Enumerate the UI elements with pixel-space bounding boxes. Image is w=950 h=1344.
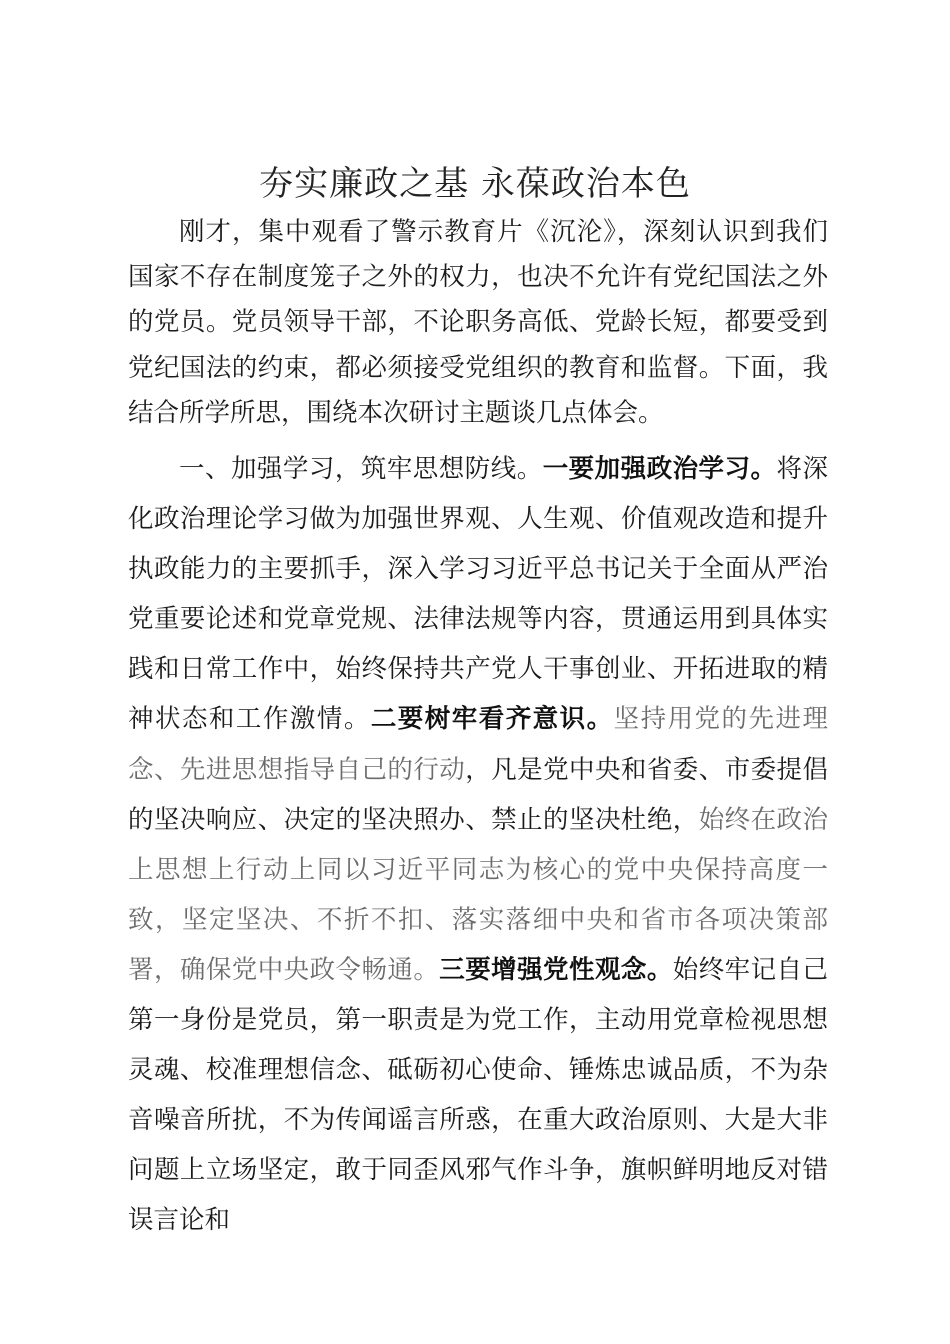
point-one-title: 一要加强政治学习。 xyxy=(542,454,777,485)
point-two-text-dark: ，凡是党中央和省委、市委提倡的坚决响应、决定的坚决照办、禁止的坚决杜绝， xyxy=(128,754,828,835)
point-three-text: 始终牢记自己第一身份是党员，第一职责是为党工作，主动用党章检视思想灵魂、校准理想信念、砥砺初心使命、锤炼忠诚品质，不为杂音噪音所扰，不为传闻谣言所惑，在重大政治原则、大是大非问题上立场坚定，敢于同歪风邪气作斗争，旗帜鲜明地反对错误言论和 xyxy=(128,954,828,1236)
section-one-paragraph xyxy=(128,444,828,1246)
section-one-heading: 一、加强学习，筑牢思想防线。 xyxy=(179,454,543,485)
point-two-title: 二要树牢看齐意识。 xyxy=(370,704,614,735)
intro-paragraph: 刚才，集中观看了警示教育片《沉沦》，深刻认识到我们国家不存在制度笼子之外的权力，也决不允许有党纪国法之外的党员。党员领导干部，不论职务高低、党龄长短，都要受到党纪国法的约束，都必须接受党组织的教育和监督。下面，我结合所学所思，围绕本次研讨主题谈几点体会。 xyxy=(128,217,828,428)
point-two-text-gray-1: 坚持用党的先进理念、先进思想指导自己的行动 xyxy=(128,704,828,785)
point-two-text-gray-2: 始终在政治上思想上行动上同以习近平同志为核心的党中央保持高度一致，坚定坚决、不折不扣、落实落细中央和省市各项决策部署，确保党中央政令畅通。 xyxy=(128,804,828,985)
document-body xyxy=(128,210,828,1246)
document-title: 夯实廉政之基 永葆政治本色 xyxy=(259,164,691,204)
point-three-title: 三要增强党性观念。 xyxy=(439,954,673,985)
point-one-text: 将深化政治理论学习做为加强世界观、人生观、价值观改造和提升执政能力的主要抓手，深入学习习近平总书记关于全面从严治党重要论述和党章党规、法律法规等内容，贯通运用到具体实践和日常工作中，始终保持共产党人干事创业、开拓进取的精神状态和工作激情。 xyxy=(128,454,828,735)
